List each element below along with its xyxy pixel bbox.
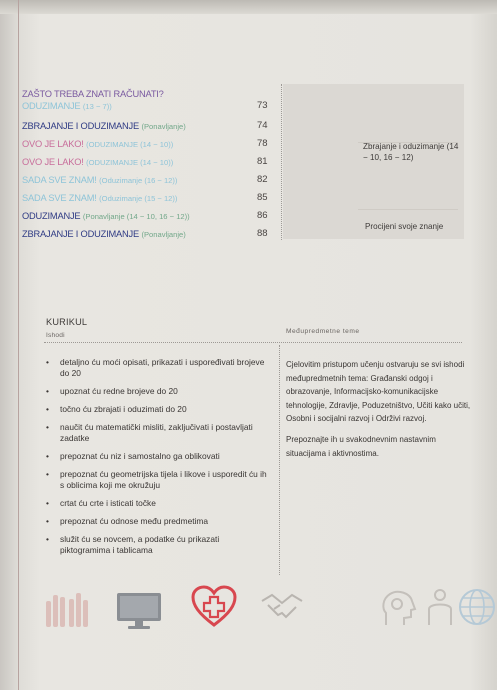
computer-monitor-icon (115, 591, 163, 631)
toc-row (22, 156, 173, 168)
toc-row-page-number: 81 (257, 156, 268, 167)
toc-row-page-number: 73 (257, 100, 268, 111)
outcome-item: • prepoznat ću geometrijska tijela i likove i usporedit ću ih s oblicima koji me okružuju (44, 469, 270, 491)
toc-dotted-divider (281, 84, 282, 240)
themes-column (286, 358, 476, 467)
kurikul-header-divider (44, 342, 462, 343)
head-gears-icon (378, 587, 420, 629)
section-side-box (283, 84, 464, 239)
outcome-item: • naučit ću matematički misliti, zaključivati i postavljati zadatke (44, 422, 270, 444)
themes-paragraph-2: Prepoznajte ih u svakodnevnim nastavnim situacijama i aktivnostima. (286, 434, 436, 458)
toc-row-page-number: 88 (257, 228, 268, 239)
outcome-item: • služit ću se novcem, a podatke ću prikazati piktogramima i tablicama (44, 534, 270, 556)
toc-row-subtitle: (ODUZIMANJE (14 − 10)) (86, 158, 174, 167)
toc-row-subtitle: (Ponavljanje) (141, 122, 186, 131)
toc-row-page-number: 86 (257, 210, 268, 221)
toc-row-page-number: 82 (257, 174, 268, 185)
toc-row-title: ODUZIMANJE (22, 211, 81, 221)
toc-row-title: SADA SVE ZNAM! (22, 175, 97, 185)
heart-cross-icon (190, 585, 238, 629)
toc-row (22, 100, 112, 112)
toc-row-title: ZBRAJANJE I ODUZIMANJE (22, 229, 139, 239)
page-top-shadow (0, 0, 497, 14)
toc-row (22, 228, 186, 240)
ishodi-header: Ishodi (46, 332, 65, 339)
toc-row-page-number: 74 (257, 120, 268, 131)
toc-row (22, 120, 186, 132)
outcome-item: • detaljno ću moći opisati, prikazati i uspoređivati brojeve do 20 (44, 357, 270, 379)
toc-row (22, 138, 173, 150)
toc-row-page-number: 78 (257, 138, 268, 149)
themes-paragraph-1: Cjelovitim pristupom učenju ostvaruju se svi ishodi međupredmetnih tema: Građanski odgoj i obrazovanje, Informacijsko-komunikacijske tehnologije, Zdravlje, Poduzetništvo, Učiti kako učiti, Osobni i socijalni razvoj i Održivi razvoj. (286, 360, 471, 424)
toc-row-subtitle: (Ponavljanje) (141, 230, 186, 239)
side-box-item-2: Procijeni svoje znanje (365, 222, 444, 231)
toc-row-title: ZBRAJANJE I ODUZIMANJE (22, 121, 139, 131)
toc-row (22, 192, 177, 204)
outcome-item: • prepoznat ću odnose među predmetima (44, 516, 270, 527)
raised-hands-icon (40, 585, 94, 633)
people-icon (425, 587, 455, 629)
kurikul-title: KURIKUL (46, 317, 88, 327)
toc-row-title: SADA SVE ZNAM! (22, 193, 97, 203)
outcome-item: • prepoznat ću niz i samostalno ga oblikovati (44, 451, 270, 462)
toc-row-subtitle: (Oduzimanje (15 − 12)) (99, 194, 178, 203)
toc-row-title: OVO JE LAKO! (22, 157, 84, 167)
toc-row-subtitle: (Oduzimanje (16 − 12)) (99, 176, 178, 185)
toc-row-title: ZAŠTO TREBA ZNATI RAČUNATI? (22, 89, 164, 99)
outcomes-list (44, 357, 270, 563)
toc-row-subtitle: (Ponavljanje (14 − 10, 16 − 12)) (82, 212, 190, 221)
handshake-icon (260, 591, 304, 625)
outcome-item: • točno ću zbrajati i oduzimati do 20 (44, 404, 270, 415)
toc-row-subtitle: (ODUZIMANJE (14 − 10)) (86, 140, 174, 149)
toc-row-title: ODUZIMANJE (22, 101, 81, 111)
outcome-item: • upoznat ću redne brojeve do 20 (44, 386, 270, 397)
toc-row (22, 174, 177, 186)
toc-row-title: OVO JE LAKO! (22, 139, 84, 149)
kurikul-column-divider (279, 345, 280, 575)
side-box-separator (358, 209, 458, 210)
globe-icon (455, 585, 497, 629)
toc-row-page-number: 85 (257, 192, 268, 203)
side-box-item-1: Zbrajanje i oduzimanje (14 − 10, 16 − 12) (363, 142, 459, 162)
toc-row (22, 88, 164, 100)
toc-row-subtitle: (13 − 7)) (82, 102, 112, 111)
outcome-item: • crtat ću crte i isticati točke (44, 498, 270, 509)
toc-row (22, 210, 190, 222)
themes-header: Međupredmetne teme (286, 328, 360, 335)
theme-icons-row (0, 585, 497, 633)
